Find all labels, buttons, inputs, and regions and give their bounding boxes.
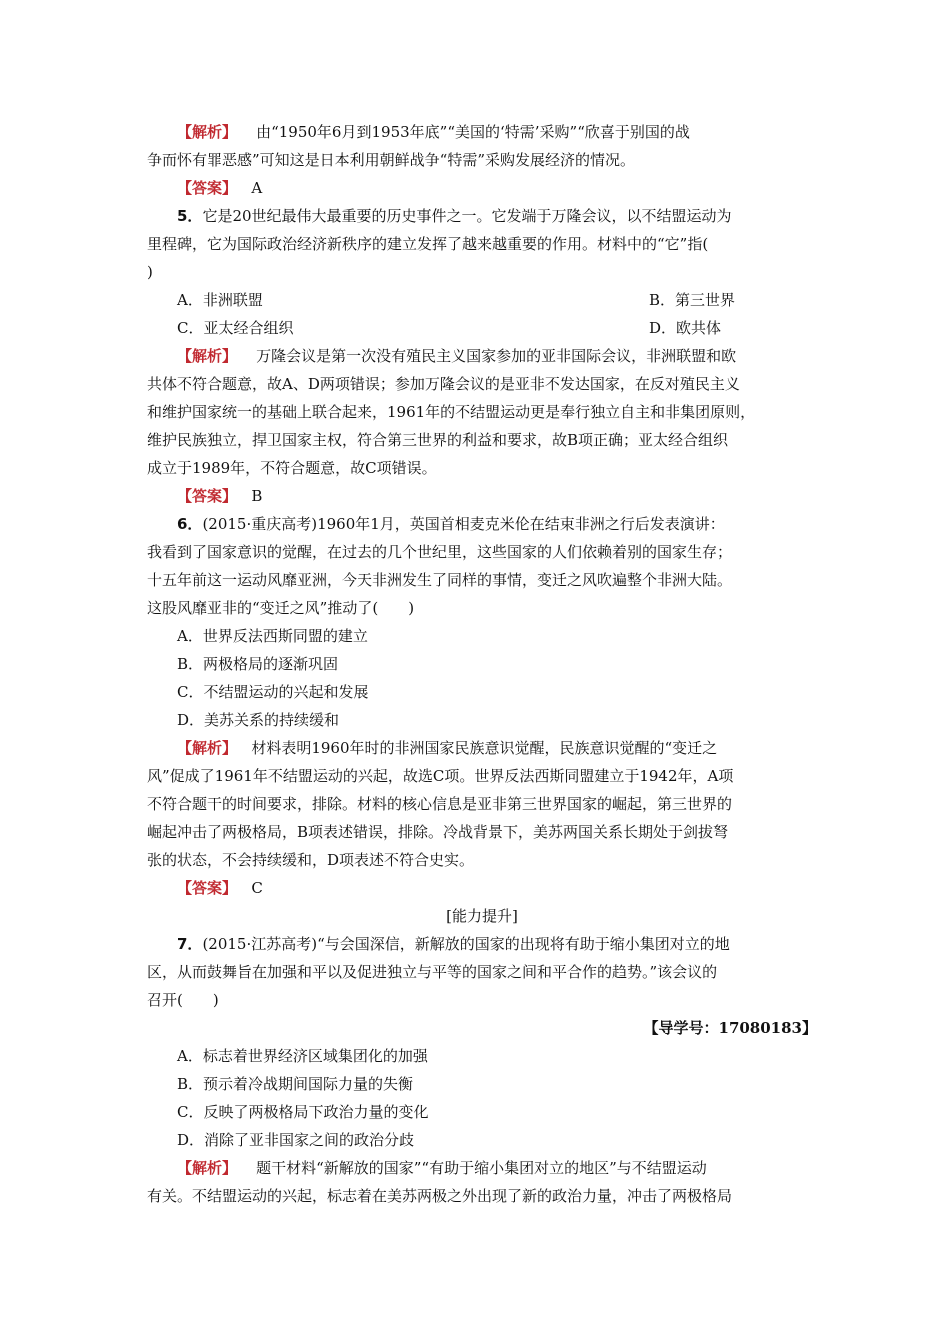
q5-stem-line-2: 里程碑，它为国际政治经济新秩序的建立发挥了越来越重要的作用。材料中的“它”指( [147,235,709,253]
q6-analysis-line-5: 张的状态，不会持续缓和，D项表述不符合史实。 [147,851,475,869]
q7-stem-line-2: 区，从而鼓舞旨在加强和平以及促进独立与平等的国家之间和平合作的趋势。”该会议的 [147,963,718,981]
q7-number: 7． [177,935,203,953]
q5-option-d: D．欧共体 [649,319,722,337]
q5-stem-line-3: ) [147,263,153,281]
q5-analysis-line-5: 成立于1989年，不符合题意，故C项错误。 [147,459,437,477]
section-title: [能力提升] [446,907,518,925]
q6-stem-line-1: 6．(2015·重庆高考)1960年1月，英国首相麦克米伦在结束非洲之行后发表演讲： [177,515,725,533]
q6-stem-line-4: 这股风靡亚非的“变迁之风”推动了( ) [147,599,415,617]
q5-analysis-line-3: 和维护国家统一的基础上联合起来，1961年的不结盟运动更是奉行独立自主和非集团原则， [147,403,756,421]
analysis-tag: 【解析】 [177,1159,238,1177]
q5-option-a: A．非洲联盟 [177,291,263,309]
q5-stem-line-1: 5．它是20世纪最伟大最重要的历史事件之一。它发端于万隆会议，以不结盟运动为 [177,207,732,225]
q6-analysis-line-1: 【解析】 材料表明1960年时的非洲国家民族意识觉醒，民族意识觉醒的“变迁之 [177,739,718,757]
q5-option-b: B．第三世界 [649,291,736,309]
q5-analysis-line-1: 【解析】 万隆会议是第一次没有殖民主义国家参加的亚非国际会议，非洲联盟和欧 [177,347,737,365]
analysis-tag: 【解析】 [177,347,238,365]
q6-analysis-line-2: 风”促成了1961年不结盟运动的兴起，故选C项。世界反法西斯同盟建立于1942年，A项 [147,767,734,785]
analysis-tag: 【解析】 [177,123,238,141]
q7-stem-line-1: 7．(2015·江苏高考)“与会国深信，新解放的国家的出现将有助于缩小集团对立的地 [177,935,730,953]
q5-options-row-1 [177,290,847,310]
q6-option-d: D．美苏关系的持续缓和 [177,711,340,729]
q4-analysis-line-2: 争而怀有罪恶感”可知这是日本利用朝鲜战争“特需”采购发展经济的情况。 [147,151,636,169]
q6-option-a: A．世界反法西斯同盟的建立 [177,627,368,645]
q7-option-a: A．标志着世界经济区域集团化的加强 [177,1047,428,1065]
q6-stem-line-2: 我看到了国家意识的觉醒，在过去的几个世纪里，这些国家的人们依赖着别的国家生存； [147,543,733,561]
q5-option-c: C．亚太经合组织 [177,319,294,337]
q7-analysis-line-2: 有关。不结盟运动的兴起，标志着在美苏两极之外出现了新的政治力量，冲击了两极格局 [147,1187,733,1205]
q7-analysis-line-1: 【解析】 题干材料“新解放的国家”“有助于缩小集团对立的地区”与不结盟运动 [177,1159,707,1177]
q5-answer: 【答案】 B [177,487,263,505]
q4-analysis-line-1: 【解析】 由“1950年6月到1953年底”“美国的‘特需’采购”“欣喜于别国的战 [177,123,690,141]
q4-answer: 【答案】 A [177,179,263,197]
q6-number: 6． [177,515,203,533]
q6-analysis-line-4: 崛起冲击了两极格局，B项表述错误，排除。冷战背景下，美苏两国关系长期处于剑拔弩 [147,823,729,841]
q6-answer: 【答案】 C [177,879,263,897]
q7-option-c: C．反映了两极格局下政治力量的变化 [177,1103,429,1121]
q7-option-d: D．消除了亚非国家之间的政治分歧 [177,1131,415,1149]
q6-option-c: C．不结盟运动的兴起和发展 [177,683,369,701]
analysis-tag: 【解析】 [177,739,238,757]
q6-stem-line-3: 十五年前这一运动风靡亚洲，今天非洲发生了同样的事情，变迁之风吹遍整个非洲大陆。 [147,571,733,589]
q6-analysis-line-3: 不符合题干的时间要求，排除。材料的核心信息是亚非第三世界国家的崛起，第三世界的 [147,795,733,813]
q7-stem-line-3: 召开( ) [147,991,219,1009]
q5-number: 5． [177,207,203,225]
q6-option-b: B．两极格局的逐渐巩固 [177,655,339,673]
answer-tag: 【答案】 [177,179,238,197]
q5-analysis-line-4: 维护民族独立，捍卫国家主权，符合第三世界的利益和要求，故B项正确；亚太经合组织 [147,431,729,449]
q7-guide-number: 【导学号：17080183】 [643,1019,817,1037]
answer-tag: 【答案】 [177,487,238,505]
answer-tag: 【答案】 [177,879,238,897]
q7-option-b: B．预示着冷战期间国际力量的失衡 [177,1075,414,1093]
q5-analysis-line-2: 共体不符合题意，故A、D两项错误；参加万隆会议的是亚非不发达国家，在反对殖民主义 [147,375,740,393]
q5-options-row-2 [177,318,847,338]
